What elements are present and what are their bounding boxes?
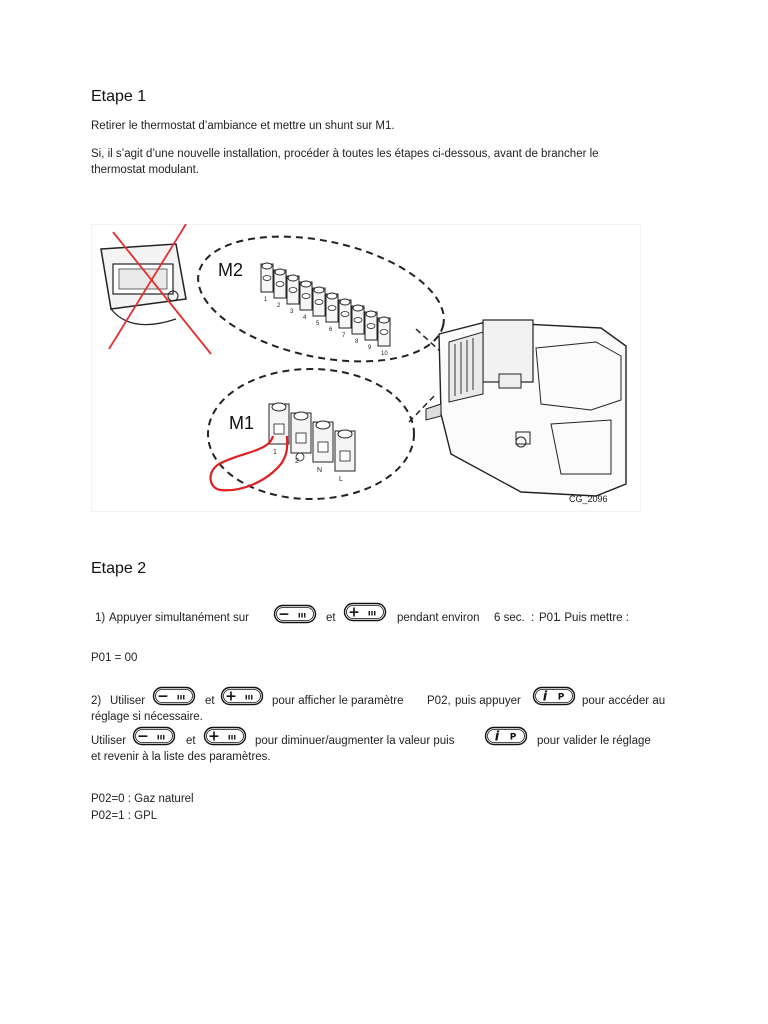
- radiator-icon: ııı: [244, 692, 254, 702]
- m2-screw: [354, 318, 362, 323]
- m1-terminal-label: 2: [295, 458, 299, 465]
- s1-num: 1): [95, 612, 106, 624]
- s3-text-c: pour valider le réglage: [537, 735, 651, 747]
- label-m1: M1: [229, 413, 255, 433]
- p02-option-1: P02=1 : GPL: [91, 810, 158, 822]
- label-m2: M2: [218, 260, 244, 280]
- s2-text-d: pour accéder au: [582, 695, 666, 707]
- m2-screw: [328, 306, 336, 311]
- diagram-caption: CG_2096: [569, 494, 608, 504]
- minus-icon: −: [137, 728, 149, 745]
- m2-screw: [341, 312, 349, 317]
- info-icon: i: [494, 729, 500, 745]
- m2-terminal-label: 2: [277, 303, 281, 309]
- p02-option-0: P02=0 : Gaz naturel: [91, 793, 194, 805]
- s1-et: et: [326, 612, 336, 624]
- m2-screw: [302, 294, 310, 299]
- wiring-diagram-svg: [91, 224, 641, 512]
- m2-screw: [262, 263, 272, 269]
- info-p-button-icon: [532, 686, 576, 706]
- m1-terminal-label: L: [339, 476, 343, 483]
- m2-terminal-label: 1: [264, 297, 268, 303]
- s1-text-c: . Puis mettre :: [558, 612, 629, 624]
- step1-line3: thermostat modulant.: [91, 164, 200, 176]
- step1-heading: Etape 1: [91, 88, 147, 105]
- radiator-icon: ııı: [297, 610, 307, 620]
- minus-button-icon: [132, 726, 176, 746]
- step1-line1: Retirer le thermostat d’ambiance et mettre un shunt sur M1.: [91, 120, 395, 132]
- radiator-icon: ııı: [156, 732, 166, 742]
- p-icon: P: [509, 732, 517, 743]
- s3-line2: et revenir à la liste des paramètres.: [91, 751, 271, 763]
- m2-screw: [379, 317, 389, 323]
- m2-screw: [327, 293, 337, 299]
- radiator-icon: ııı: [176, 692, 186, 702]
- m2-screw: [301, 281, 311, 287]
- s2-utiliser: Utiliser: [110, 695, 146, 707]
- m2-screw: [263, 276, 271, 281]
- plus-button-icon: [220, 686, 264, 706]
- m2-terminal-label: 8: [355, 339, 359, 345]
- m2-screw: [366, 311, 376, 317]
- m2-screw: [289, 288, 297, 293]
- m1-terminal-label: 1: [273, 449, 277, 456]
- minus-icon: −: [278, 606, 290, 623]
- step1-line2: Si, il s’agit d’une nouvelle installation, procéder à toutes les étapes ci-dessous, avant de brancher le: [91, 148, 599, 160]
- s2-param: P02,: [427, 695, 451, 707]
- m1-screw: [272, 403, 286, 411]
- m2-screw: [275, 269, 285, 275]
- s2-text-c: puis appuyer: [455, 695, 521, 707]
- m2-screw: [340, 299, 350, 305]
- m2-screw: [353, 305, 363, 311]
- m2-terminal-label: 10: [381, 351, 388, 357]
- minus-button-icon: [273, 604, 317, 624]
- p01-value: P01 = 00: [91, 652, 138, 664]
- m2-screw: [315, 300, 323, 305]
- plus-button-icon: [203, 726, 247, 746]
- plus-icon: +: [225, 688, 237, 705]
- m2-screw: [314, 287, 324, 293]
- m1-screw: [316, 421, 330, 429]
- radiator-icon: ııı: [367, 608, 377, 618]
- plus-button-icon: [343, 602, 387, 622]
- plus-icon: +: [348, 604, 360, 621]
- radiator-icon: ııı: [227, 732, 237, 742]
- m2-terminal-label: 9: [368, 345, 372, 351]
- m1-wire-hole: [274, 424, 284, 434]
- s2-num: 2): [91, 695, 102, 707]
- s3-text-b: pour diminuer/augmenter la valeur puis: [255, 735, 455, 747]
- s2-text-b: pour afficher le paramètre: [272, 695, 404, 707]
- m2-terminal-label: 5: [316, 321, 320, 327]
- s2-line2: réglage si nécessaire.: [91, 711, 203, 723]
- info-icon: i: [542, 689, 548, 705]
- m1-terminal-label: N: [317, 467, 323, 474]
- m2-screw: [367, 324, 375, 329]
- s1-text-a: Appuyer simultanément sur: [109, 612, 249, 624]
- m2-screw: [288, 275, 298, 281]
- s1-param: P01: [539, 612, 560, 624]
- s2-et: et: [205, 695, 215, 707]
- m1-screw: [294, 412, 308, 420]
- s3-utiliser: Utiliser: [91, 735, 127, 747]
- step2-heading: Etape 2: [91, 560, 147, 577]
- m2-screw: [276, 282, 284, 287]
- m1-wire-hole: [340, 451, 350, 461]
- s1-text-b: pendant environ: [397, 612, 480, 624]
- plus-icon: +: [208, 728, 220, 745]
- s1-colon: :: [531, 612, 535, 624]
- s1-time: 6 sec.: [494, 612, 525, 624]
- m2-screw: [380, 330, 388, 335]
- m2-terminal-label: 3: [290, 309, 294, 315]
- m1-screw: [338, 430, 352, 438]
- wiring-diagram: [91, 224, 641, 512]
- minus-button-icon: [152, 686, 196, 706]
- info-p-button-icon: [484, 726, 528, 746]
- minus-icon: −: [157, 688, 169, 705]
- s3-et: et: [186, 735, 196, 747]
- m1-wire-hole: [318, 442, 328, 452]
- m2-terminal-label: 7: [342, 333, 346, 339]
- m2-terminal-label: 4: [303, 315, 307, 321]
- m2-terminal-label: 6: [329, 327, 333, 333]
- p-icon: P: [557, 692, 565, 703]
- m1-wire-hole: [296, 433, 306, 443]
